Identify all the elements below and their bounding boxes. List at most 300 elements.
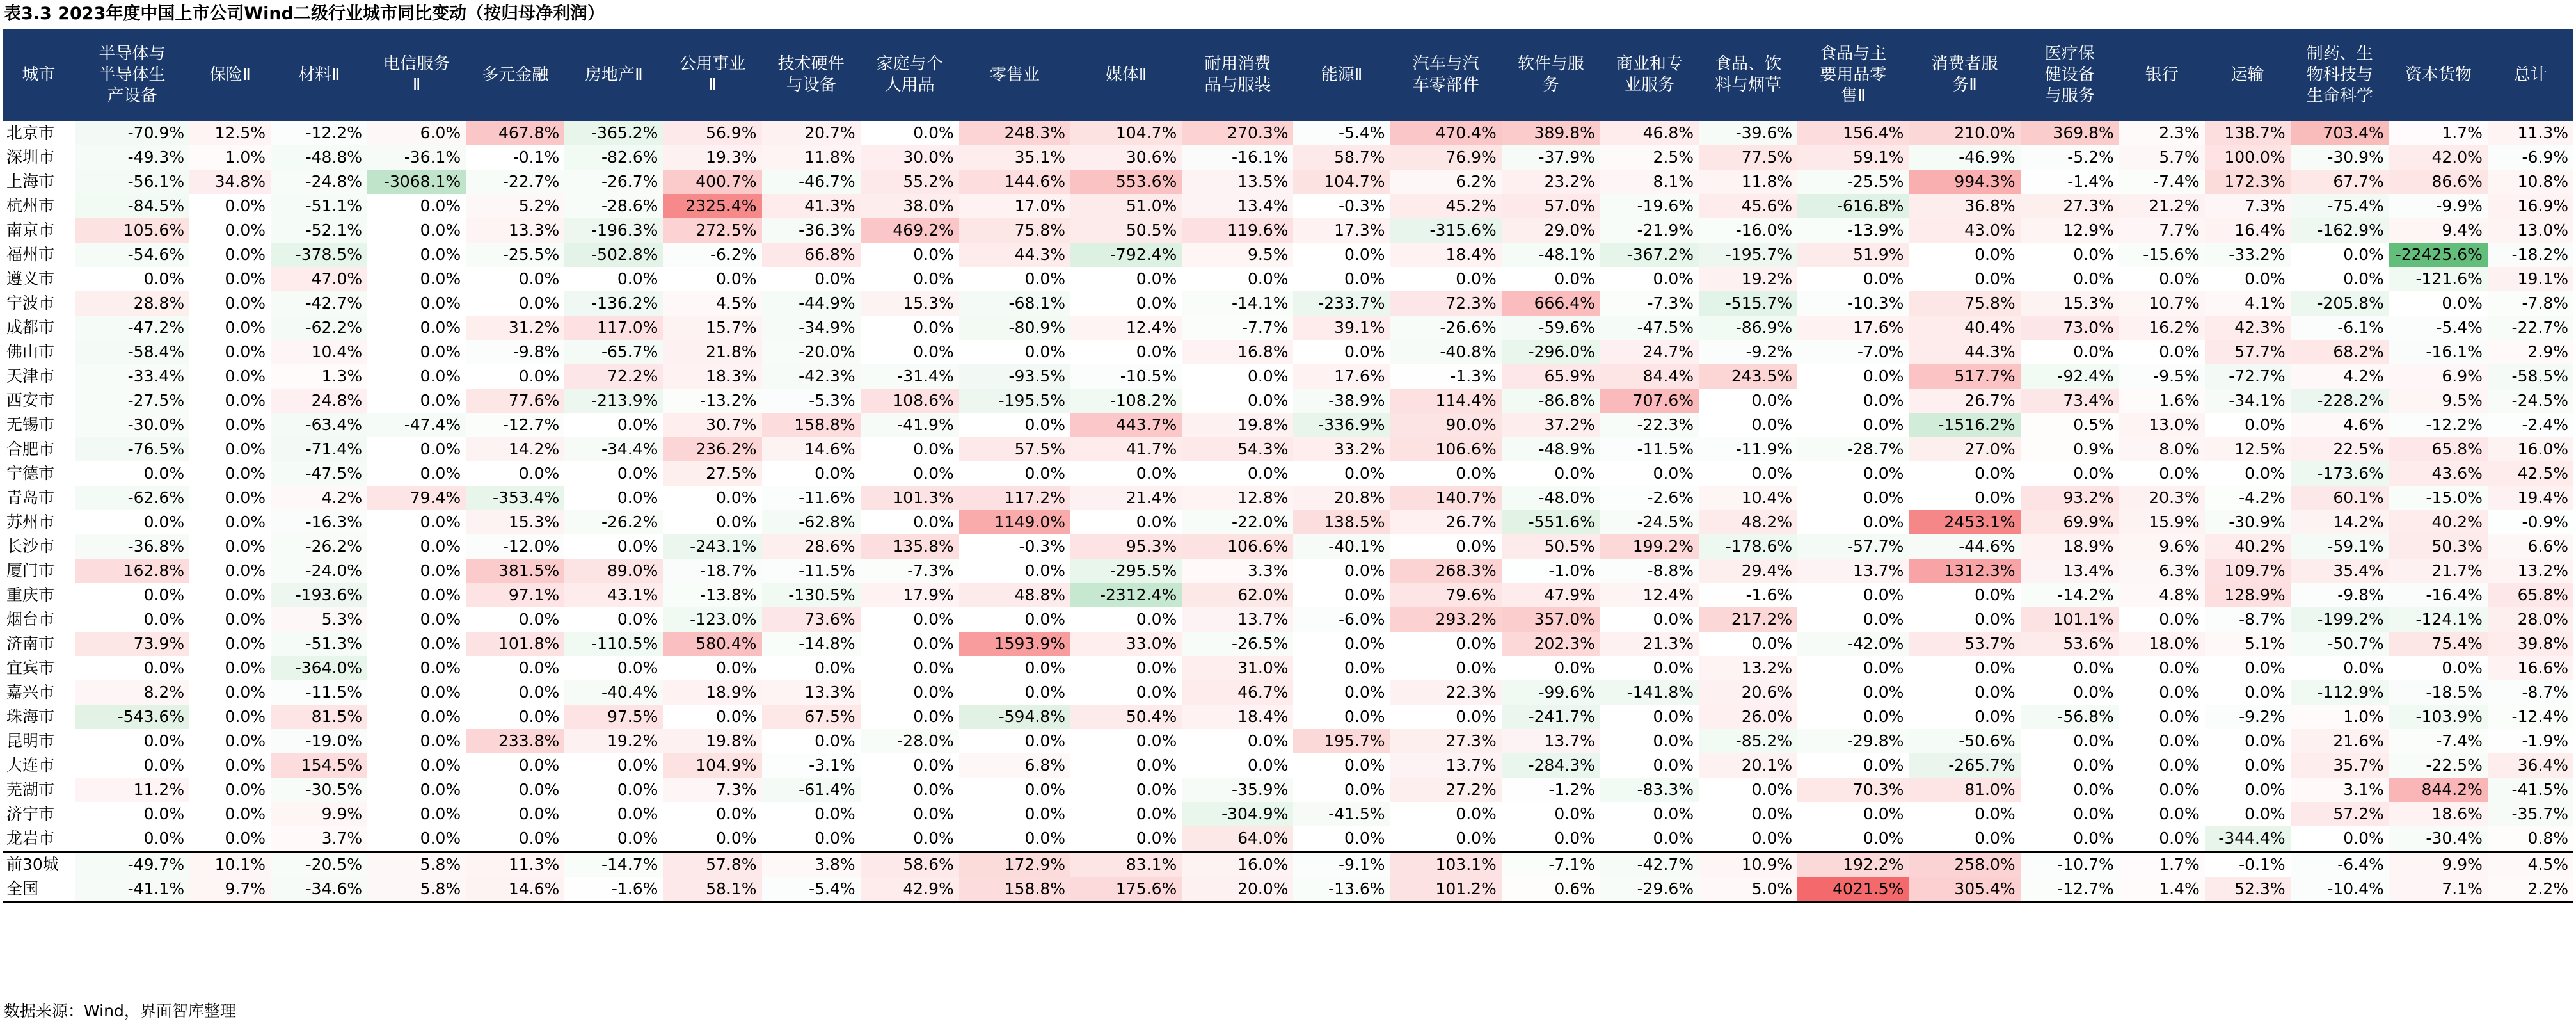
value-cell: 75.4% [2389, 632, 2488, 656]
value-cell: 6.0% [367, 121, 466, 145]
value-cell: 0.0% [143, 659, 185, 677]
value-cell: 0.0% [617, 464, 658, 483]
value-cell: 57.2% [2291, 802, 2389, 826]
table-row [3, 364, 2573, 389]
value-cell: -108.2% [1070, 389, 1182, 413]
column-header: 商业和专 业服务 [1600, 29, 1699, 121]
value-cell: 12.9% [2021, 218, 2119, 243]
value-cell: -11.9% [1699, 437, 1797, 461]
value-cell: -12.7% [466, 413, 564, 437]
value-cell: 9.9% [2389, 852, 2488, 878]
value-cell: 100.0% [2205, 145, 2291, 170]
value-cell: -241.7% [1502, 705, 1600, 729]
value-cell: 18.6% [2389, 802, 2488, 826]
value-cell: 21.3% [1600, 632, 1699, 656]
value-cell: 0.0% [1024, 561, 1065, 580]
value-cell: 15.9% [2119, 510, 2205, 534]
value-cell: -502.8% [564, 243, 663, 267]
value-cell: 0.0% [225, 634, 266, 653]
value-cell: 0.0% [913, 269, 954, 288]
value-cell: 0.0% [1247, 756, 1289, 774]
value-cell: 270.3% [1182, 121, 1293, 145]
value-cell: 0.0% [2159, 780, 2200, 799]
value-cell: 0.0% [716, 829, 757, 847]
city-cell: 龙岩市 [6, 829, 55, 847]
value-cell: -26.5% [1182, 632, 1293, 656]
value-cell: -9.5% [2119, 364, 2205, 389]
value-cell: 83.1% [1070, 852, 1182, 878]
table-row [3, 802, 2573, 826]
value-cell: 0.0% [225, 269, 266, 288]
city-cell: 嘉兴市 [6, 683, 55, 701]
value-cell: -296.0% [1502, 340, 1600, 364]
value-cell: 35.4% [2291, 559, 2389, 583]
value-cell: 4.2% [2291, 364, 2389, 389]
value-cell: 12.4% [1600, 583, 1699, 607]
value-cell: 233.8% [466, 729, 564, 753]
value-cell: -50.7% [2291, 632, 2389, 656]
value-cell: 0.0% [225, 829, 266, 847]
value-cell: 0.0% [1136, 610, 1177, 629]
value-cell: 0.0% [716, 805, 757, 823]
value-cell: -58.5% [2488, 364, 2573, 389]
value-cell: 48.8% [959, 583, 1070, 607]
value-cell: -41.5% [2488, 778, 2573, 802]
value-cell: 65.8% [2389, 437, 2488, 461]
column-header: 技术硬件 与设备 [762, 29, 861, 121]
value-cell: 0.0% [2245, 805, 2286, 823]
value-cell: 75.8% [959, 218, 1070, 243]
value-cell: -304.9% [1182, 802, 1293, 826]
value-cell: -41.5% [1293, 802, 1390, 826]
value-cell: -199.2% [2291, 607, 2389, 632]
value-cell: 47.0% [271, 267, 367, 291]
value-cell: 0.0% [1975, 829, 2015, 847]
value-cell: -36.1% [367, 145, 466, 170]
value-cell: 17.0% [959, 194, 1070, 218]
value-cell: 62.0% [1182, 583, 1293, 607]
value-cell: -56.1% [75, 170, 189, 194]
value-cell: 72.2% [564, 364, 663, 389]
value-cell: 0.0% [2159, 464, 2200, 483]
value-cell: 0.0% [1456, 269, 1497, 288]
value-cell: -86.9% [1699, 316, 1797, 340]
value-cell: 12.8% [1182, 486, 1293, 510]
value-cell: 0.0% [518, 464, 560, 483]
value-cell: 19.4% [2488, 486, 2573, 510]
value-cell: 0.0% [913, 342, 954, 361]
value-cell: 0.0% [716, 707, 757, 726]
value-cell: 5.8% [367, 877, 466, 902]
value-cell: 0.0% [225, 464, 266, 483]
value-cell: -11.5% [271, 680, 367, 705]
value-cell: -18.7% [663, 559, 761, 583]
column-header: 银行 [2119, 29, 2205, 121]
value-cell: -9.1% [1293, 852, 1390, 878]
value-cell: -52.1% [271, 218, 367, 243]
value-cell: -75.4% [2291, 194, 2389, 218]
value-cell: 0.0% [1247, 269, 1289, 288]
table-row [3, 267, 2573, 291]
value-cell: 128.9% [2205, 583, 2291, 607]
city-cell: 昆明市 [6, 732, 55, 750]
value-cell: -8.8% [1600, 559, 1699, 583]
value-cell: 28.8% [75, 291, 189, 316]
value-cell: 0.0% [716, 513, 757, 531]
city-cell: 西安市 [6, 391, 55, 410]
value-cell: -7.7% [1182, 316, 1293, 340]
value-cell: 0.0% [617, 805, 658, 823]
value-cell: 2453.1% [1909, 510, 2020, 534]
value-cell: 19.2% [564, 729, 663, 753]
value-cell: 11.3% [2488, 121, 2573, 145]
value-cell: 0.0% [1136, 294, 1177, 312]
value-cell: 48.2% [1699, 510, 1797, 534]
value-cell: 79.6% [1390, 583, 1502, 607]
value-cell: -0.3% [1293, 194, 1390, 218]
value-cell: 31.2% [466, 316, 564, 340]
value-cell: 0.0% [225, 780, 266, 799]
value-cell: 0.0% [225, 756, 266, 774]
value-cell: 0.0% [1863, 464, 1904, 483]
value-cell: 7.3% [663, 778, 761, 802]
value-cell: -38.9% [1293, 389, 1390, 413]
value-cell: -71.4% [271, 437, 367, 461]
value-cell: 13.2% [1699, 656, 1797, 680]
value-cell: 50.4% [1070, 705, 1182, 729]
city-cell: 佛山市 [6, 342, 55, 361]
value-cell: 0.0% [518, 756, 560, 774]
city-cell: 杭州市 [6, 196, 55, 215]
value-cell: 0.0% [1975, 610, 2015, 629]
value-cell: 0.0% [225, 683, 266, 701]
value-cell: 0.0% [1863, 805, 1904, 823]
value-cell: 20.7% [762, 121, 861, 145]
value-cell: 43.1% [564, 583, 663, 607]
value-cell: -1.6% [1699, 583, 1797, 607]
column-header: 食品与主 要用品零 售Ⅱ [1797, 29, 1909, 121]
value-cell: 0.0% [2073, 269, 2114, 288]
value-cell: 44.3% [959, 243, 1070, 267]
value-cell: -41.1% [75, 877, 189, 902]
value-cell: -42.0% [1797, 632, 1909, 656]
value-cell: -9.2% [2205, 705, 2291, 729]
value-cell: -27.5% [75, 389, 189, 413]
city-cell: 南京市 [6, 221, 55, 239]
value-cell: 97.1% [466, 583, 564, 607]
table-row [3, 340, 2573, 364]
value-cell: 0.0% [2442, 659, 2483, 677]
city-cell: 宜宾市 [6, 659, 55, 677]
value-cell: 1.4% [2119, 877, 2205, 902]
value-cell: 0.0% [1136, 780, 1177, 799]
table-row [3, 510, 2573, 534]
value-cell: -83.3% [1600, 778, 1699, 802]
value-cell: 258.0% [1909, 852, 2020, 878]
value-cell: 707.6% [1600, 389, 1699, 413]
value-cell: 70.3% [1797, 778, 1909, 802]
value-cell: 0.0% [617, 610, 658, 629]
value-cell: 16.2% [2119, 316, 2205, 340]
value-cell: 6.3% [2119, 559, 2205, 583]
value-cell: -9.9% [2389, 194, 2488, 218]
value-cell: -22.7% [2488, 316, 2573, 340]
value-cell: 0.0% [225, 245, 266, 264]
value-cell: 53.6% [2021, 632, 2119, 656]
value-cell: 0.0% [2245, 659, 2286, 677]
value-cell: -5.2% [2021, 145, 2119, 170]
value-cell: 17.6% [1797, 316, 1909, 340]
value-cell: -344.4% [2205, 826, 2291, 852]
city-cell: 芜湖市 [6, 780, 55, 799]
value-cell: 0.0% [225, 586, 266, 604]
value-cell: -5.4% [762, 877, 861, 902]
value-cell: 10.9% [1699, 852, 1797, 878]
value-cell: 43.0% [1909, 218, 2020, 243]
value-cell: 75.8% [1909, 291, 2020, 316]
value-cell: 1149.0% [959, 510, 1070, 534]
value-cell: 7.7% [2119, 218, 2205, 243]
value-cell: 6.8% [959, 753, 1070, 778]
value-cell: -92.4% [2021, 364, 2119, 389]
column-header: 房地产Ⅱ [564, 29, 663, 121]
column-header: 运输 [2205, 29, 2291, 121]
value-cell: 6.6% [2488, 534, 2573, 559]
table-row [3, 607, 2573, 632]
value-cell: 0.0% [1554, 464, 1595, 483]
value-cell: 13.2% [2488, 559, 2573, 583]
value-cell: 29.0% [1502, 218, 1600, 243]
value-cell: 37.2% [1502, 413, 1600, 437]
value-cell: 0.0% [1344, 659, 1385, 677]
value-cell: 0.0% [1863, 391, 1904, 410]
value-cell: -68.1% [959, 291, 1070, 316]
value-cell: 10.7% [2119, 291, 2205, 316]
value-cell: -14.2% [2021, 583, 2119, 607]
value-cell: 22.3% [1390, 680, 1502, 705]
value-cell: 24.7% [1600, 340, 1699, 364]
value-cell: 104.7% [1070, 121, 1182, 145]
column-header: 软件与服 务 [1502, 29, 1600, 121]
value-cell: 16.9% [2488, 194, 2573, 218]
value-cell: 0.0% [1863, 586, 1904, 604]
value-cell: 0.0% [2159, 269, 2200, 288]
value-cell: 0.0% [143, 269, 185, 288]
value-cell: -12.4% [2488, 705, 2573, 729]
value-cell: 0.0% [1863, 707, 1904, 726]
value-cell: -10.3% [1797, 291, 1909, 316]
column-header: 食品、饮 料与烟草 [1699, 29, 1797, 121]
value-cell: 30.7% [663, 413, 761, 437]
value-cell: 0.0% [2245, 683, 2286, 701]
value-cell: 0.0% [913, 756, 954, 774]
value-cell: 56.9% [663, 121, 761, 145]
value-cell: -13.8% [663, 583, 761, 607]
value-cell: -29.6% [1600, 877, 1699, 902]
value-cell: 46.8% [1600, 121, 1699, 145]
value-cell: -33.2% [2205, 243, 2291, 267]
value-cell: 0.0% [617, 829, 658, 847]
value-cell: -15.6% [2119, 243, 2205, 267]
value-cell: 210.0% [1909, 121, 2020, 145]
value-cell: 0.0% [420, 513, 461, 531]
value-cell: 0.0% [1456, 707, 1497, 726]
value-cell: 162.8% [75, 559, 189, 583]
value-cell: 0.0% [1653, 707, 1694, 726]
value-cell: 0.0% [2343, 659, 2384, 677]
value-cell: -5.4% [2389, 316, 2488, 340]
value-cell: -82.6% [564, 145, 663, 170]
value-cell: -4.2% [2205, 486, 2291, 510]
value-cell: -16.3% [271, 510, 367, 534]
value-cell: -46.7% [762, 170, 861, 194]
value-cell: 95.3% [1070, 534, 1182, 559]
value-cell: -21.9% [1600, 218, 1699, 243]
value-cell: 45.2% [1390, 194, 1502, 218]
value-cell: 381.5% [466, 559, 564, 583]
value-cell: 0.0% [2073, 805, 2114, 823]
value-cell: -47.4% [367, 413, 466, 437]
value-cell: 0.0% [1344, 464, 1385, 483]
value-cell: 1.7% [2119, 852, 2205, 878]
value-cell: 26.7% [1909, 389, 2020, 413]
value-cell: 389.8% [1502, 121, 1600, 145]
value-cell: 0.0% [143, 829, 185, 847]
value-cell: -39.6% [1699, 121, 1797, 145]
value-cell: 81.5% [271, 705, 367, 729]
value-cell: 27.3% [2021, 194, 2119, 218]
value-cell: 0.0% [420, 318, 461, 337]
value-cell: 0.0% [1344, 586, 1385, 604]
value-cell: -233.7% [1293, 291, 1390, 316]
value-cell: 33.2% [1293, 437, 1390, 461]
value-cell: -353.4% [466, 486, 564, 510]
value-cell: 13.3% [466, 218, 564, 243]
value-cell: 15.7% [663, 316, 761, 340]
value-cell: 0.0% [913, 610, 954, 629]
value-cell: 18.4% [1390, 243, 1502, 267]
city-cell: 宁德市 [6, 464, 55, 483]
value-cell: -26.7% [564, 170, 663, 194]
value-cell: 16.0% [2488, 437, 2573, 461]
value-cell: 16.4% [2205, 218, 2291, 243]
value-cell: 73.4% [2021, 389, 2119, 413]
value-cell: -365.2% [564, 121, 663, 145]
table-row [3, 534, 2573, 559]
value-cell: -85.2% [1699, 729, 1797, 753]
value-cell: 8.0% [2119, 437, 2205, 461]
value-cell: 243.5% [1699, 364, 1797, 389]
value-cell: 0.0% [913, 245, 954, 264]
value-cell: -47.2% [75, 316, 189, 340]
value-cell: -136.2% [564, 291, 663, 316]
value-cell: 28.0% [2488, 607, 2573, 632]
value-cell: -29.8% [1797, 729, 1909, 753]
city-cell: 前30城 [3, 852, 75, 878]
table-row [3, 705, 2573, 729]
value-cell: -121.6% [2389, 267, 2488, 291]
value-cell: 5.3% [271, 607, 367, 632]
value-cell: 0.0% [2159, 707, 2200, 726]
value-cell: 4.6% [2291, 413, 2389, 437]
value-cell: -34.1% [2205, 389, 2291, 413]
value-cell: 0.0% [913, 659, 954, 677]
value-cell: -16.4% [2389, 583, 2488, 607]
value-cell: -19.0% [271, 729, 367, 753]
column-header-city: 城市 [3, 29, 75, 121]
value-cell: 104.9% [663, 753, 761, 778]
value-cell: 72.3% [1390, 291, 1502, 316]
value-cell: -63.4% [271, 413, 367, 437]
value-cell: -1516.2% [1909, 413, 2020, 437]
value-cell: 0.0% [1247, 391, 1289, 410]
value-cell: 42.5% [2488, 461, 2573, 486]
value-cell: 0.0% [2245, 780, 2286, 799]
value-cell: 14.2% [2291, 510, 2389, 534]
value-cell: 81.0% [1909, 778, 2020, 802]
value-cell: -26.2% [564, 510, 663, 534]
column-header: 医疗保 健设备 与服务 [2021, 29, 2119, 121]
value-cell: 0.0% [2159, 659, 2200, 677]
value-cell: 0.0% [1653, 464, 1694, 483]
value-cell: 73.0% [2021, 316, 2119, 340]
table-row [3, 826, 2573, 852]
value-cell: 0.0% [2245, 415, 2286, 434]
value-cell: 16.8% [1182, 340, 1293, 364]
value-cell: 20.0% [1182, 877, 1293, 902]
value-cell: -1.0% [1502, 559, 1600, 583]
value-cell: 57.0% [1502, 194, 1600, 218]
table-row [3, 437, 2573, 461]
column-header: 电信服务 Ⅱ [367, 29, 466, 121]
value-cell: 15.3% [466, 510, 564, 534]
value-cell: 580.4% [663, 632, 761, 656]
value-cell: 2.5% [1600, 145, 1699, 170]
value-cell: 55.2% [861, 170, 959, 194]
value-cell: -13.9% [1797, 218, 1909, 243]
value-cell: -196.3% [564, 218, 663, 243]
value-cell: 50.3% [2389, 534, 2488, 559]
value-cell: -18.2% [2488, 243, 2573, 267]
value-cell: 0.0% [2073, 683, 2114, 701]
value-cell: -28.7% [1797, 437, 1909, 461]
value-cell: 467.8% [466, 121, 564, 145]
value-cell: 15.3% [2021, 291, 2119, 316]
value-cell: 97.5% [564, 705, 663, 729]
value-cell: 40.2% [2389, 510, 2488, 534]
value-cell: 0.0% [716, 659, 757, 677]
value-cell: 0.0% [1024, 805, 1065, 823]
value-cell: -193.6% [271, 583, 367, 607]
value-cell: 65.8% [2488, 583, 2573, 607]
value-cell: 3.3% [1182, 559, 1293, 583]
value-cell: 35.1% [959, 145, 1070, 170]
table-row [3, 291, 2573, 316]
value-cell: -8.7% [2488, 680, 2573, 705]
value-cell: -205.8% [2291, 291, 2389, 316]
value-cell: -0.1% [466, 145, 564, 170]
value-cell: 553.6% [1070, 170, 1182, 194]
city-cell: 青岛市 [6, 488, 55, 507]
value-cell: -178.6% [1699, 534, 1797, 559]
value-cell: 0.0% [518, 829, 560, 847]
value-cell: 0.0% [225, 367, 266, 385]
value-cell: -30.5% [271, 778, 367, 802]
value-cell: -25.5% [1797, 170, 1909, 194]
value-cell: -22.0% [1182, 510, 1293, 534]
table-row [3, 194, 2573, 218]
value-cell: 0.0% [225, 707, 266, 726]
